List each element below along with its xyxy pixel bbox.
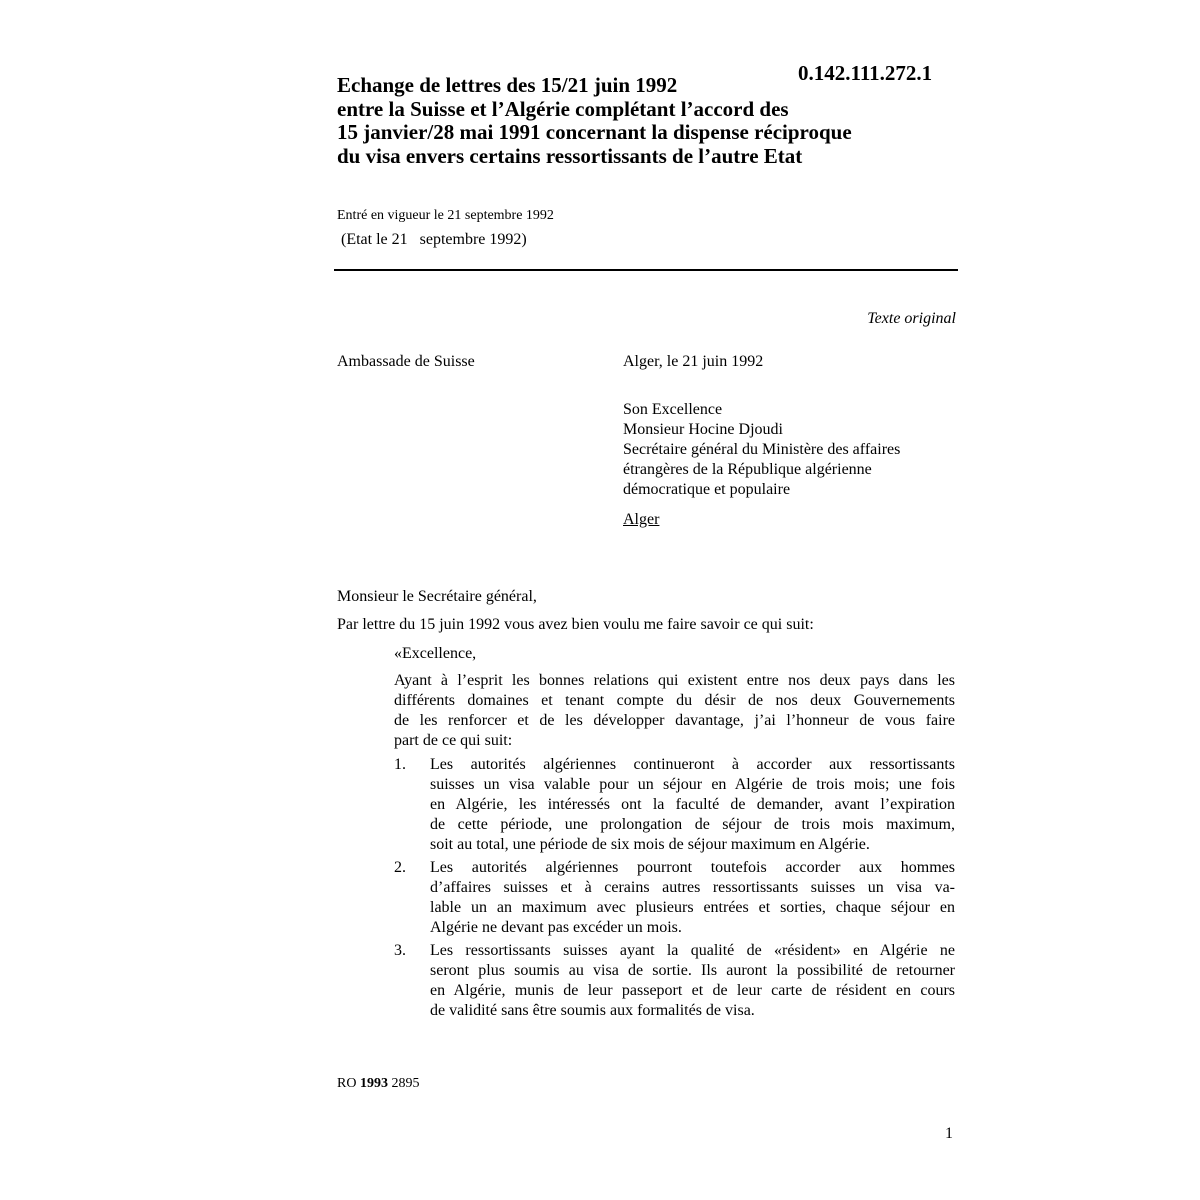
ro-prefix: RO [337, 1076, 357, 1091]
document-number: 0.142.111.272.1 [798, 61, 933, 85]
letter-recipient [623, 400, 900, 500]
list-item-line: Algérie ne devant pas excéder un mois. [430, 919, 682, 936]
list-item-line: suisses un visa valable pour un séjour en Algérie de trois mois; une fois [430, 776, 955, 793]
list-item-line: d’affaires suisses et à cerains autres ressortissants suisses un visa va- [430, 879, 955, 896]
list-item-line: en Algérie, munis de leur passeport et de leur carte de résident en cours [430, 982, 955, 999]
numbered-list [394, 755, 955, 1024]
title-line: 15 janvier/28 mai 1991 concernant la dispense réciproque [337, 120, 852, 145]
state-date: (Etat le 21 septembre 1992) [337, 231, 527, 248]
paragraph-line: Ayant à l’esprit les bonnes relations qui existent entre nos deux pays dans les [394, 672, 955, 689]
title-line: entre la Suisse et l’Algérie complétant l’accord des [337, 96, 789, 121]
list-item-line: soit au total, une période de six mois de séjour maximum en Algérie. [430, 836, 870, 853]
page-number: 1 [945, 1125, 953, 1142]
quote-opening: «Excellence, [394, 645, 477, 662]
ro-page: 2895 [391, 1076, 420, 1091]
title-line: Echange de lettres des 15/21 juin 1992 [337, 73, 678, 97]
recipient-line: Monsieur Hocine Djoudi [623, 421, 783, 438]
list-item-body [430, 941, 955, 1021]
recipient-city: Alger [623, 511, 660, 528]
letter-place-date: Alger, le 21 juin 1992 [623, 353, 764, 370]
paragraph-line: de les renforcer et de les développer davantage, j’ai l’honneur de vous faire [394, 712, 955, 729]
list-item-line: Les ressortissants suisses ayant la qualité de «résident» en Algérie ne [430, 942, 955, 959]
list-item [394, 858, 955, 938]
list-item [394, 941, 955, 1021]
paragraph-line: part de ce qui suit: [394, 732, 513, 749]
list-item-number: 1. [394, 756, 406, 773]
title-line: du visa envers certains ressortissants de l’autre Etat [337, 143, 803, 168]
list-item-line: Les autorités algériennes pourront toutefois accorder aux hommes [430, 859, 955, 876]
list-item-number: 3. [394, 942, 406, 959]
entry-into-force: Entré en vigueur le 21 septembre 1992 [337, 208, 554, 223]
list-item-number: 2. [394, 859, 406, 876]
official-compilation-reference [337, 1075, 419, 1092]
ro-year: 1993 [359, 1076, 388, 1091]
recipient-line: Secrétaire général du Ministère des affaires [623, 441, 901, 458]
letter-sender: Ambassade de Suisse [337, 353, 475, 370]
letter-intro: Par lettre du 15 juin 1992 vous avez bien voulu me faire savoir ce qui suit: [337, 616, 814, 633]
recipient-line: étrangères de la République algérienne [623, 461, 872, 478]
letter-salutation: Monsieur le Secrétaire général, [337, 588, 537, 605]
recipient-line: démocratique et populaire [623, 481, 791, 498]
document-title [337, 74, 977, 168]
list-item-line: Les autorités algériennes continueront à accorder aux ressortissants [430, 756, 955, 773]
paragraph-line: différents domaines et tenant compte du désir de nos deux Gouvernements [394, 692, 955, 709]
original-text-label: Texte original [867, 310, 956, 327]
list-item-body [430, 755, 955, 855]
list-item-line: de validité sans être soumis aux formalités de visa. [430, 1002, 755, 1019]
list-item-line: seront plus soumis au visa de sortie. Ils auront la possibilité de retourner [430, 962, 955, 979]
list-item-line: lable un an maximum avec plusieurs entrées et sorties, chaque séjour en [430, 899, 955, 916]
recipient-line: Son Excellence [623, 401, 723, 418]
quote-paragraph [394, 671, 955, 751]
header-divider [334, 269, 958, 271]
list-item-body [430, 858, 955, 938]
list-item-line: de cette période, une prolongation de séjour de trois mois maximum, [430, 816, 955, 833]
list-item [394, 755, 955, 855]
list-item-line: en Algérie, les intéressés ont la faculté de demander, avant l’expiration [430, 796, 955, 813]
